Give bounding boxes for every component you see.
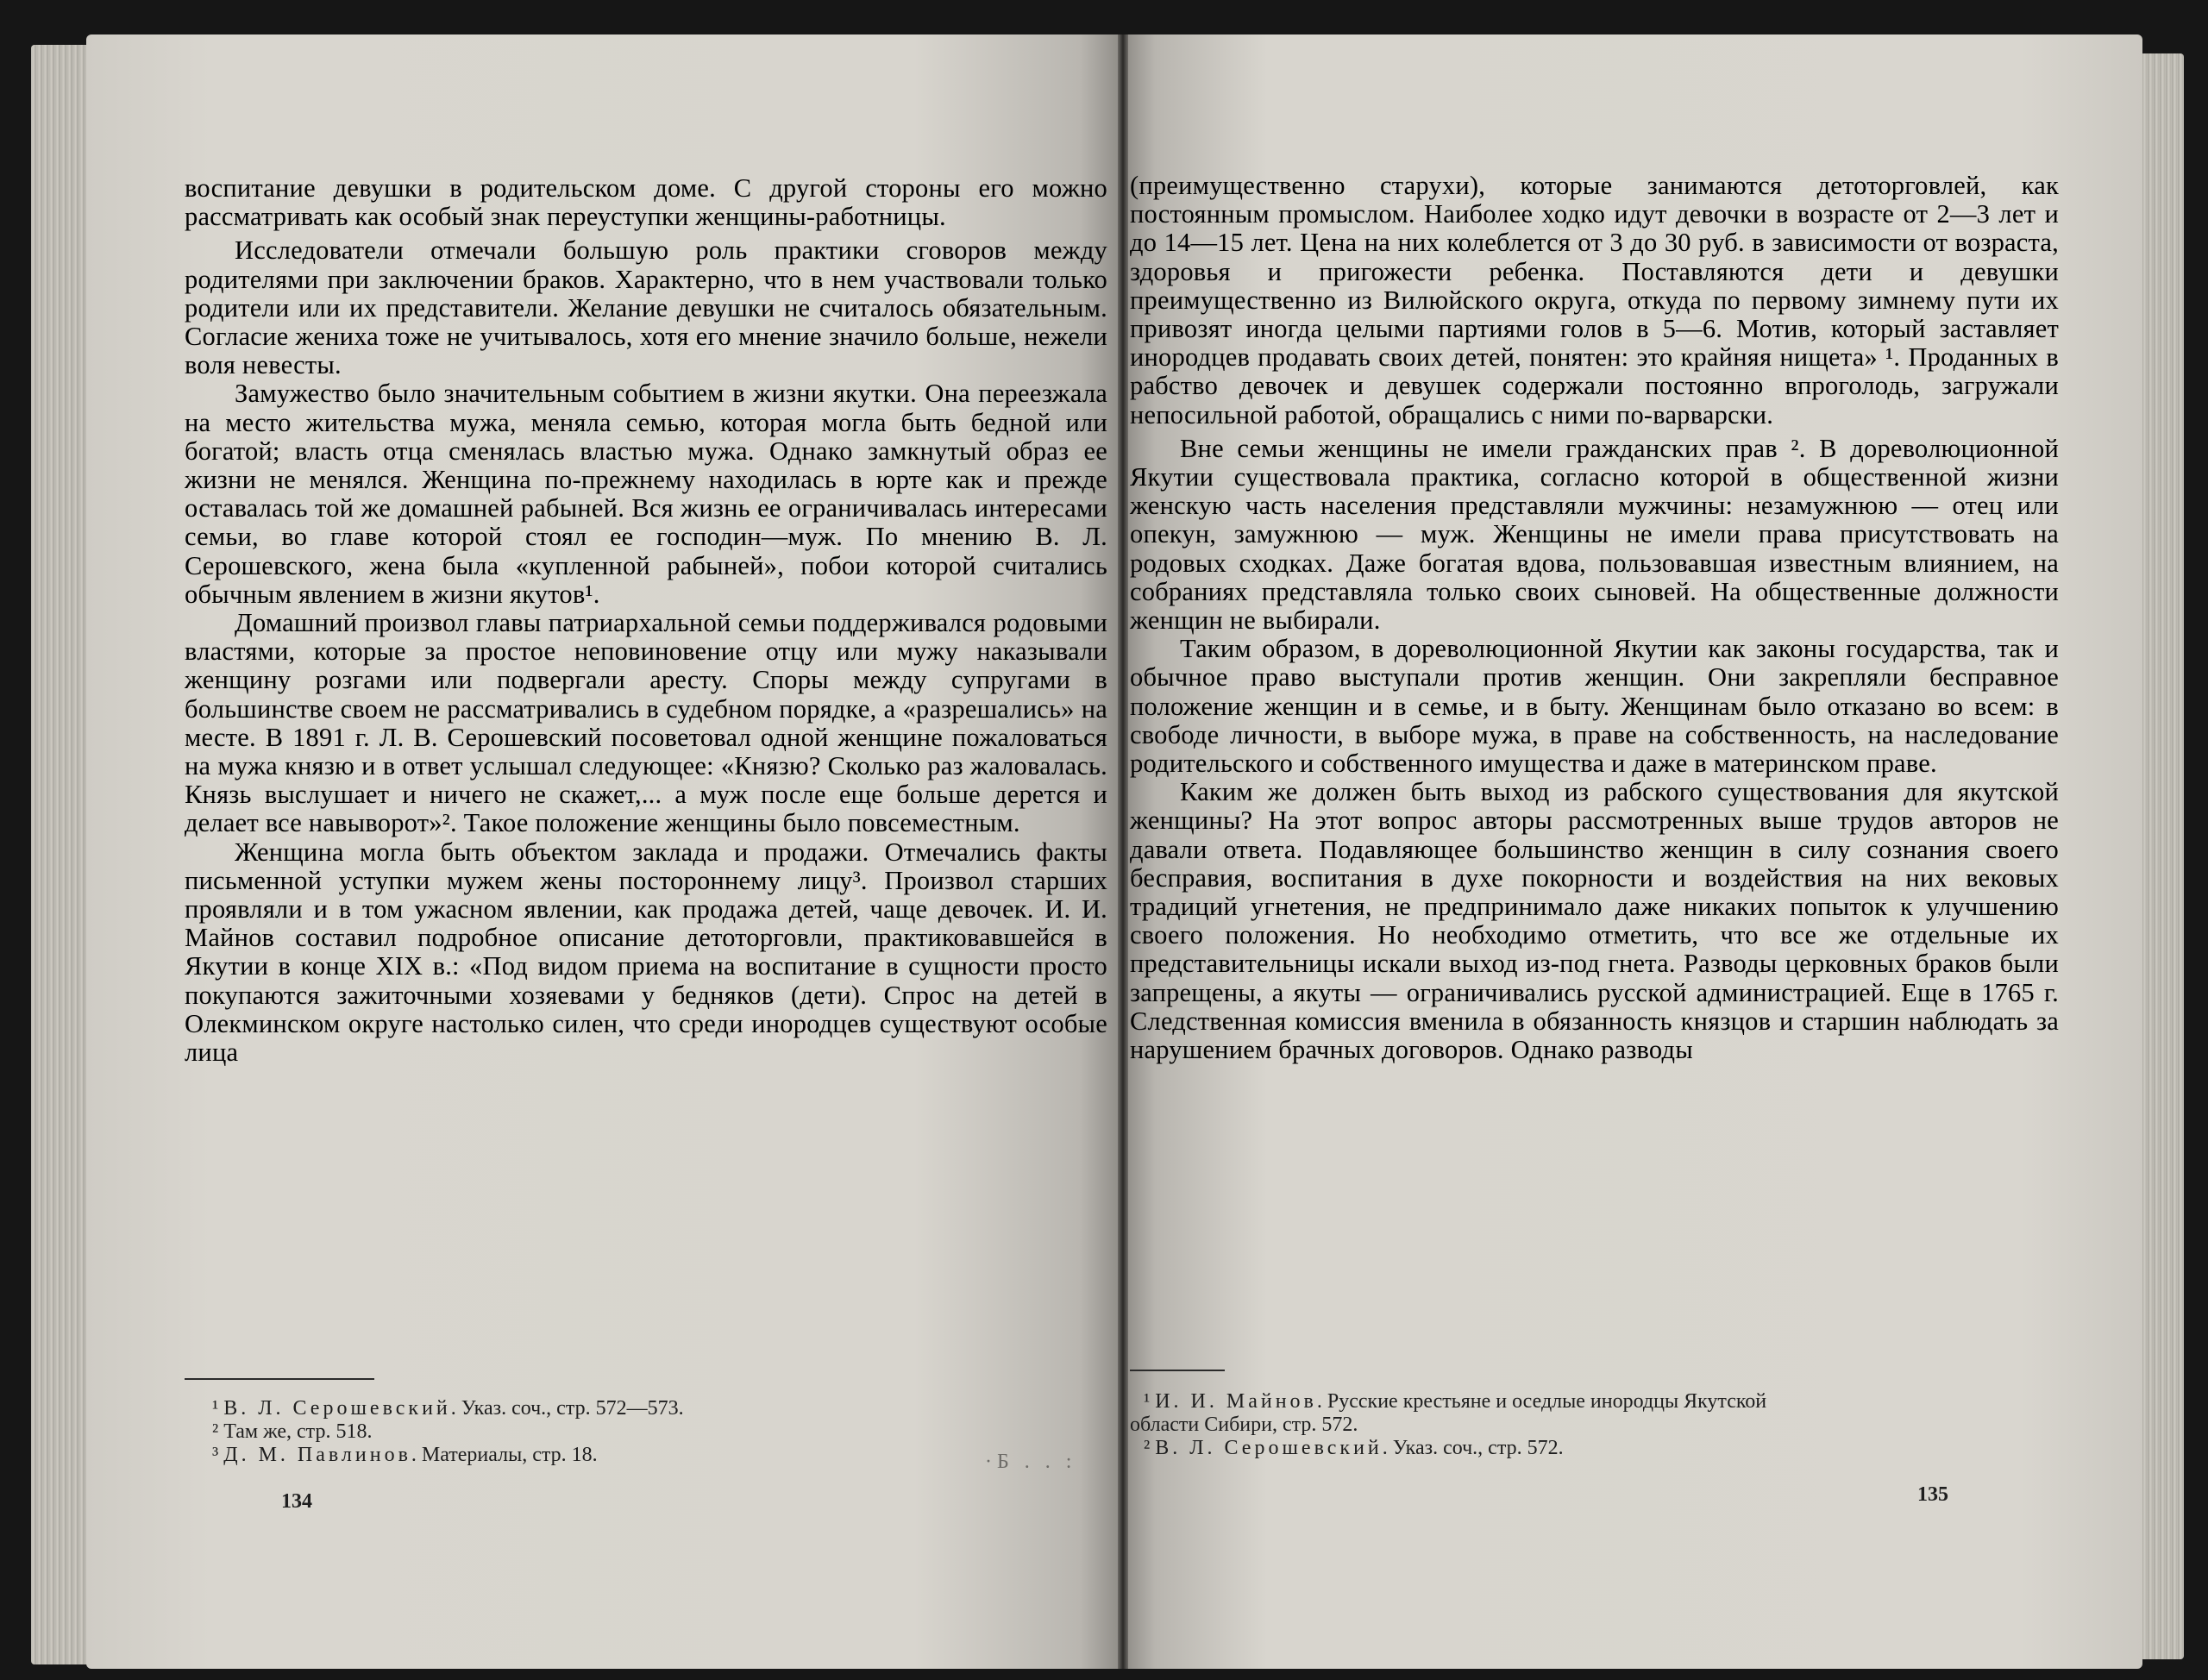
- footnote-author: И. И. Майнов: [1155, 1390, 1317, 1413]
- right-footnotes: [1130, 1390, 2062, 1460]
- footnote-mark: ³: [212, 1444, 219, 1466]
- left-footnote-1: [212, 1397, 1109, 1420]
- left-footnote-rule: [185, 1378, 374, 1380]
- left-paragraph-5: Женщина могла быть объектом заклада и продажи. Отмечались факты письменной уступки мужем жены постороннему лицу³. Произвол старших проявляли и в том ужасном явлении, как продажа детей, чаще девочек. И. И. Майнов составил подробное описание детоторговли, практиковавшейся в Якутии в конце XIX в.: «Под видом приема на воспитание в сущности просто покупаются зажиточными хозяевами у бедняков (дети). Спрос на детей в Олекминском округе настолько силен, что среди инородцев существуют особые лица: [185, 837, 1107, 1068]
- right-paragraph-3: Таким образом, в дореволюционной Якутии как законы государства, так и обычное право выступали против женщин. Они закрепляли бесправное положение женщин и в семье, и в быту. Женщинам было отказано во всем: в свободе личности, в выборе мужа, в праве на собственность, на наследование родительского и собственного имущества и даже в материнском праве.: [1130, 634, 2059, 779]
- right-paragraph-4: Каким же должен быть выход из рабского существования для якутской женщины? На этот вопрос авторы рассмотренных выше трудов авторов не давали ответа. Подавляющее большинство женщин в силу сознания своего бесправия, воспитания в духе покорности и воздействия на них вековых традиций угнетения, не предпринимало даже никаких попыток к улучшению своего положения. Но необходимо отметить, что все же отдельные их представительницы искали выход из-под гнета. Разводы церковных браков были запрещены, а якуты — ограничивались русской администрацией. Еще в 1765 г. Следственная комиссия вменила в обязанность князцов и старшин наблюдать за нарушением брачных договоров. Однако разводы: [1130, 777, 2059, 1065]
- left-page-number: 134: [281, 1490, 312, 1513]
- footnote-mark: ²: [212, 1420, 219, 1443]
- footnote-author: В. Л. Серошевский: [223, 1397, 451, 1420]
- left-paragraph-4: Домашний произвол главы патриархальной семьи поддерживался родовыми властями, которые за простое неповиновение отцу или мужу наказывали женщину розгами или подвергали аресту. Споры между супругами в большинстве своем не рассматривались в судебном порядке, а «разрешались» на месте. В 1891 г. Л. В. Серошевский посоветовал одной женщине пожаловаться на мужа князю и в ответ услышал следующее: «Князю? Сколько раз жаловалась. Князь выслушает и ничего не скажет,... а муж после еще больше дерется и делает все навыворот»². Такое положение женщины было повсеместным.: [185, 608, 1107, 838]
- left-footnote-3: [212, 1444, 1109, 1467]
- right-footnote-2: [1144, 1437, 2062, 1460]
- left-page-body: [185, 174, 1107, 1067]
- right-footnote-1: [1144, 1390, 2062, 1414]
- footnote-text: . Материалы, стр. 18.: [411, 1444, 598, 1466]
- right-paragraph-1: (преимущественно старухи), которые занимаются детоторговлей, как постоянным промыслом. Наиболее ходко идут девочки в возрасте от 2—3 лет и до 14—15 лет. Цена на них колеблется от 3 до 30 руб. в зависимости от возраста, здоровья и пригожести ребенка. Поставляются дети и девушки преимущественно из Вилюйского округа, откуда по первому зимнему пути их привозят иногда целыми партиями голов в 5—6. Мотив, который заставляет инородцев продавать своих детей, понятен: это крайняя нищета» ¹. Проданных в рабство девочек и девушек содержали постоянно впроголодь, загружали непосильной работой, обращались с ними по-варварски.: [1130, 171, 2059, 429]
- footnote-mark: ²: [1144, 1437, 1151, 1459]
- footnote-text: . Указ. соч., стр. 572.: [1382, 1437, 1564, 1459]
- left-paragraph-1: воспитание девушки в родительском доме. С другой стороны его можно рассматривать как особый знак переуступки женщины-работницы.: [185, 173, 1107, 232]
- footnote-text: . Указ. соч., стр. 572—573.: [450, 1397, 684, 1420]
- print-smudge: ·Б . . :: [985, 1451, 1077, 1473]
- left-paragraph-2: Исследователи отмечали большую роль практики сговоров между родителями при заключении браков. Характерно, что в нем участвовали только родители или их представители. Желание девушки не считалось обязательным. Согласие жениха тоже не учитывалось, хотя его мнение значило больше, нежели воля невесты.: [185, 235, 1107, 380]
- right-page-body: [1130, 172, 2059, 1064]
- book-gutter: [1118, 34, 1128, 1669]
- footnote-text: области Сибири, стр. 572.: [1130, 1414, 1358, 1436]
- footnote-text: . Русские крестьяне и оседлые инородцы Якутской: [1316, 1390, 1767, 1413]
- right-footnote-rule: [1130, 1370, 1225, 1371]
- right-page-number: 135: [1917, 1483, 1948, 1506]
- footnote-mark: ¹: [1144, 1390, 1151, 1413]
- left-paragraph-3: Замужество было значительным событием в жизни якутки. Она переезжала на место жительства мужа, меняла семью, которая могла быть бедной или богатой; власть отца сменялась властью мужа. Однако замкнутый образ ее жизни не менялся. Женщина по-прежнему находилась в юрте как и прежде оставалась той же домашней рабыней. Вся жизнь ее ограничивалась интересами семьи, во главе которой стоял ее господин—муж. По мнению В. Л. Серошевского, жена была «купленной рабыней», побои которой считались обычным явлением в жизни якутов¹.: [185, 379, 1107, 609]
- left-footnote-2: [212, 1420, 1109, 1444]
- right-paragraph-2: Вне семьи женщины не имели гражданских прав ². В дореволюционной Якутии существовала практика, согласно которой в общественной жизни женскую часть населения представляли мужчины: незамужнюю — отец или опекун, замужнюю — муж. Женщины не имели права присутствовать на родовых сходках. Даже богатая вдова, пользовавшая известным влиянием, на собраниях представляла только своих сыновей. На общественные должности женщин не выбирали.: [1130, 433, 2059, 636]
- footnote-author: Д. М. Павлинов: [223, 1444, 411, 1466]
- footnote-mark: ¹: [212, 1397, 219, 1420]
- footnote-text: Там же, стр. 518.: [223, 1420, 373, 1443]
- footnote-author: В. Л. Серошевский: [1155, 1437, 1383, 1459]
- left-footnotes: [212, 1397, 1109, 1467]
- right-footnote-1-continued: [1130, 1414, 2062, 1437]
